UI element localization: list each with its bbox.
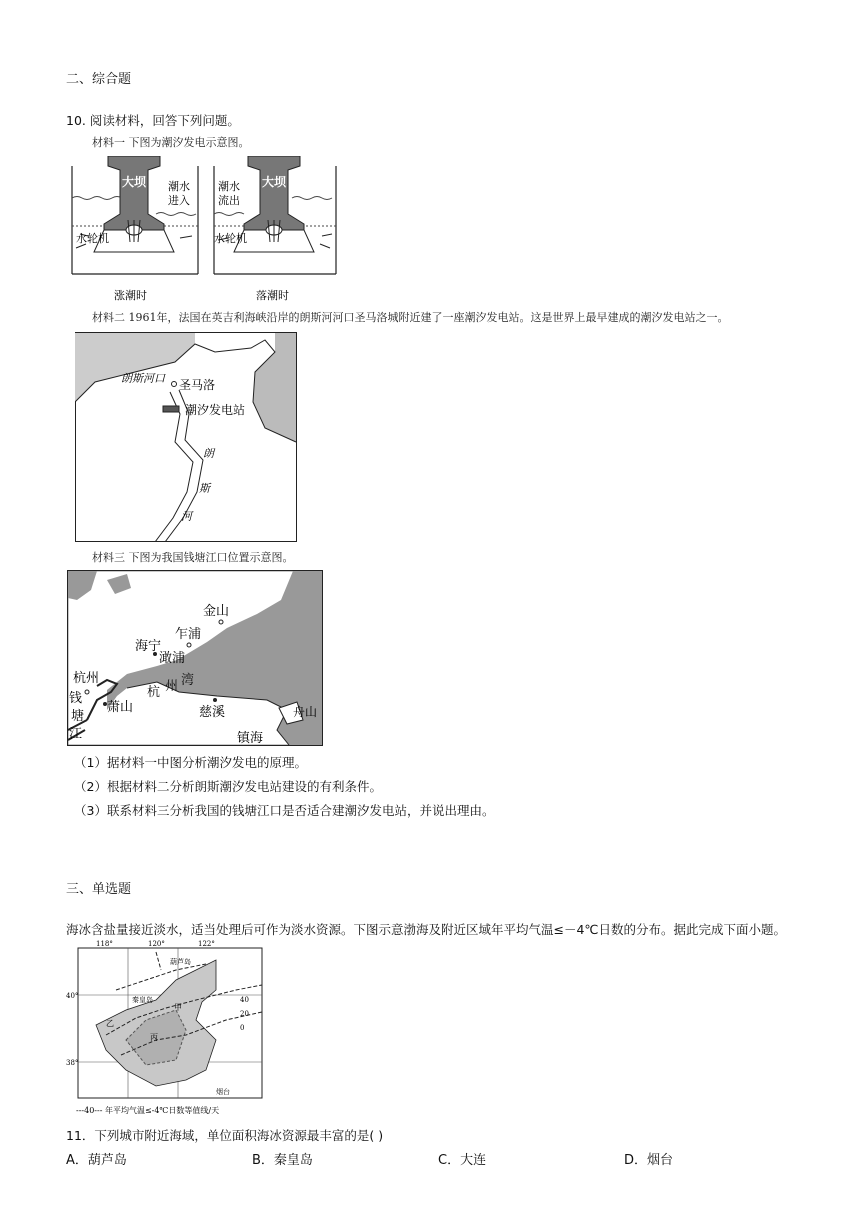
- lat-40-label: 40°: [66, 992, 79, 1000]
- rance-estuary-map: [75, 332, 297, 542]
- qiantang-estuary-map: [67, 570, 323, 746]
- lon-118-label: 118°: [96, 940, 113, 948]
- zhoushan-label: 舟山: [293, 705, 318, 719]
- option-b[interactable]: B．秦皇岛: [252, 1153, 313, 1168]
- question-10-stem: 10. 阅读材料，回答下列问题。: [66, 113, 240, 128]
- contour-40-label: 40: [240, 996, 249, 1004]
- option-c[interactable]: C．大连: [438, 1153, 487, 1168]
- lat-38-label: 38°: [66, 1059, 79, 1067]
- ganpu-label: 澉浦: [159, 651, 186, 666]
- yantai-label: 烟台: [216, 1088, 230, 1096]
- saint-malo-label: 圣马洛: [179, 378, 216, 392]
- material-2-caption: 材料二 1961年，法国在英吉利海峡沿岸的朗斯河河口圣马洛城附近建了一座潮汐发电站。这是世界上最早建成的潮汐发电站之一。: [92, 311, 729, 324]
- material-3-caption: 材料三 下图为我国钱塘江口位置示意图。: [92, 551, 294, 564]
- turbine-label-left: 水轮机: [76, 232, 109, 245]
- section-title-single-choice: 三、单选题: [66, 882, 132, 897]
- sub-question-3: （3）联系材料三分析我国的钱塘江口是否适合建潮汐发电站，并说出理由。: [74, 803, 495, 818]
- option-d[interactable]: D．烟台: [624, 1153, 674, 1168]
- bohai-ice-days-map: [66, 940, 266, 1120]
- sub-question-2: （2）根据材料二分析朗斯潮汐发电站建设的有利条件。: [74, 779, 382, 794]
- zhenhai-label: 镇海: [237, 731, 264, 746]
- contour-0-label: 0: [240, 1024, 245, 1032]
- flood-tide-label: 涨潮时: [114, 289, 147, 302]
- rance-estuary-label: 朗斯河口: [121, 372, 165, 385]
- cixi-label: 慈溪: [199, 705, 226, 720]
- contour-20-label: 20: [240, 1010, 249, 1018]
- water-out-label-1: 潮水: [218, 180, 240, 193]
- qiantang-label-1: 钱: [69, 691, 83, 706]
- turbine-label-right: 水轮机: [214, 232, 247, 245]
- question-intro: 海冰含盐量接近淡水，适当处理后可作为淡水资源。下图示意渤海及附近区域年平均气温≤－4℃日数的分布。据此完成下面小题。: [66, 922, 786, 937]
- river-label-1: 朗: [203, 447, 214, 460]
- water-out-label-2: 流出: [218, 194, 240, 207]
- tidal-station-marker: [163, 406, 179, 412]
- option-a[interactable]: A．葫芦岛: [66, 1153, 127, 1168]
- ebb-tide-panel: [214, 156, 336, 302]
- lon-122-label: 122°: [198, 940, 215, 948]
- dam-label-left: 大坝: [122, 175, 147, 189]
- river-label-2: 斯: [199, 482, 210, 495]
- jinshan-label: 金山: [203, 604, 230, 619]
- water-in-label-1: 潮水: [168, 180, 190, 193]
- qinhuangdao-label: 秦皇岛: [132, 996, 153, 1004]
- section-title-comprehensive: 二、综合题: [66, 72, 132, 87]
- flood-tide-panel: [72, 156, 198, 302]
- river-label-3: 河: [181, 510, 192, 523]
- tidal-power-diagram: [68, 156, 340, 306]
- lon-120-label: 120°: [148, 940, 165, 948]
- huludao-label: 葫芦岛: [170, 958, 191, 966]
- xiaoshan-label: 萧山: [107, 700, 134, 715]
- water-in-label-2: 进入: [168, 194, 190, 207]
- bay-label-1: 杭: [147, 685, 161, 700]
- sub-question-1: （1）据材料一中图分析潮汐发电的原理。: [74, 755, 307, 770]
- material-1-caption: 材料一 下图为潮汐发电示意图。: [92, 136, 250, 149]
- bay-label-2: 州: [165, 679, 179, 694]
- hangzhou-label: 杭州: [73, 671, 100, 686]
- haining-label: 海宁: [135, 639, 162, 654]
- question-11-stem: 11．下列城市附近海域，单位面积海冰资源最丰富的是( ): [66, 1128, 384, 1143]
- map-legend: ---40--- 年平均气温≤-4℃日数等值线/天: [76, 1106, 220, 1115]
- yi-label: 乙: [106, 1019, 114, 1028]
- qiantang-label-3: 江: [69, 727, 83, 742]
- bing-label: 丙: [150, 1033, 158, 1042]
- saint-malo-marker: [172, 382, 177, 387]
- ebb-tide-label: 落潮时: [256, 289, 289, 302]
- qiantang-label-2: 塘: [71, 709, 85, 724]
- bay-label-3: 湾: [181, 673, 195, 688]
- jia-label: 甲: [174, 1003, 182, 1012]
- tidal-station-label: 潮汐发电站: [185, 403, 246, 417]
- zhapu-label: 乍浦: [175, 627, 202, 642]
- dam-label-right: 大坝: [262, 175, 287, 189]
